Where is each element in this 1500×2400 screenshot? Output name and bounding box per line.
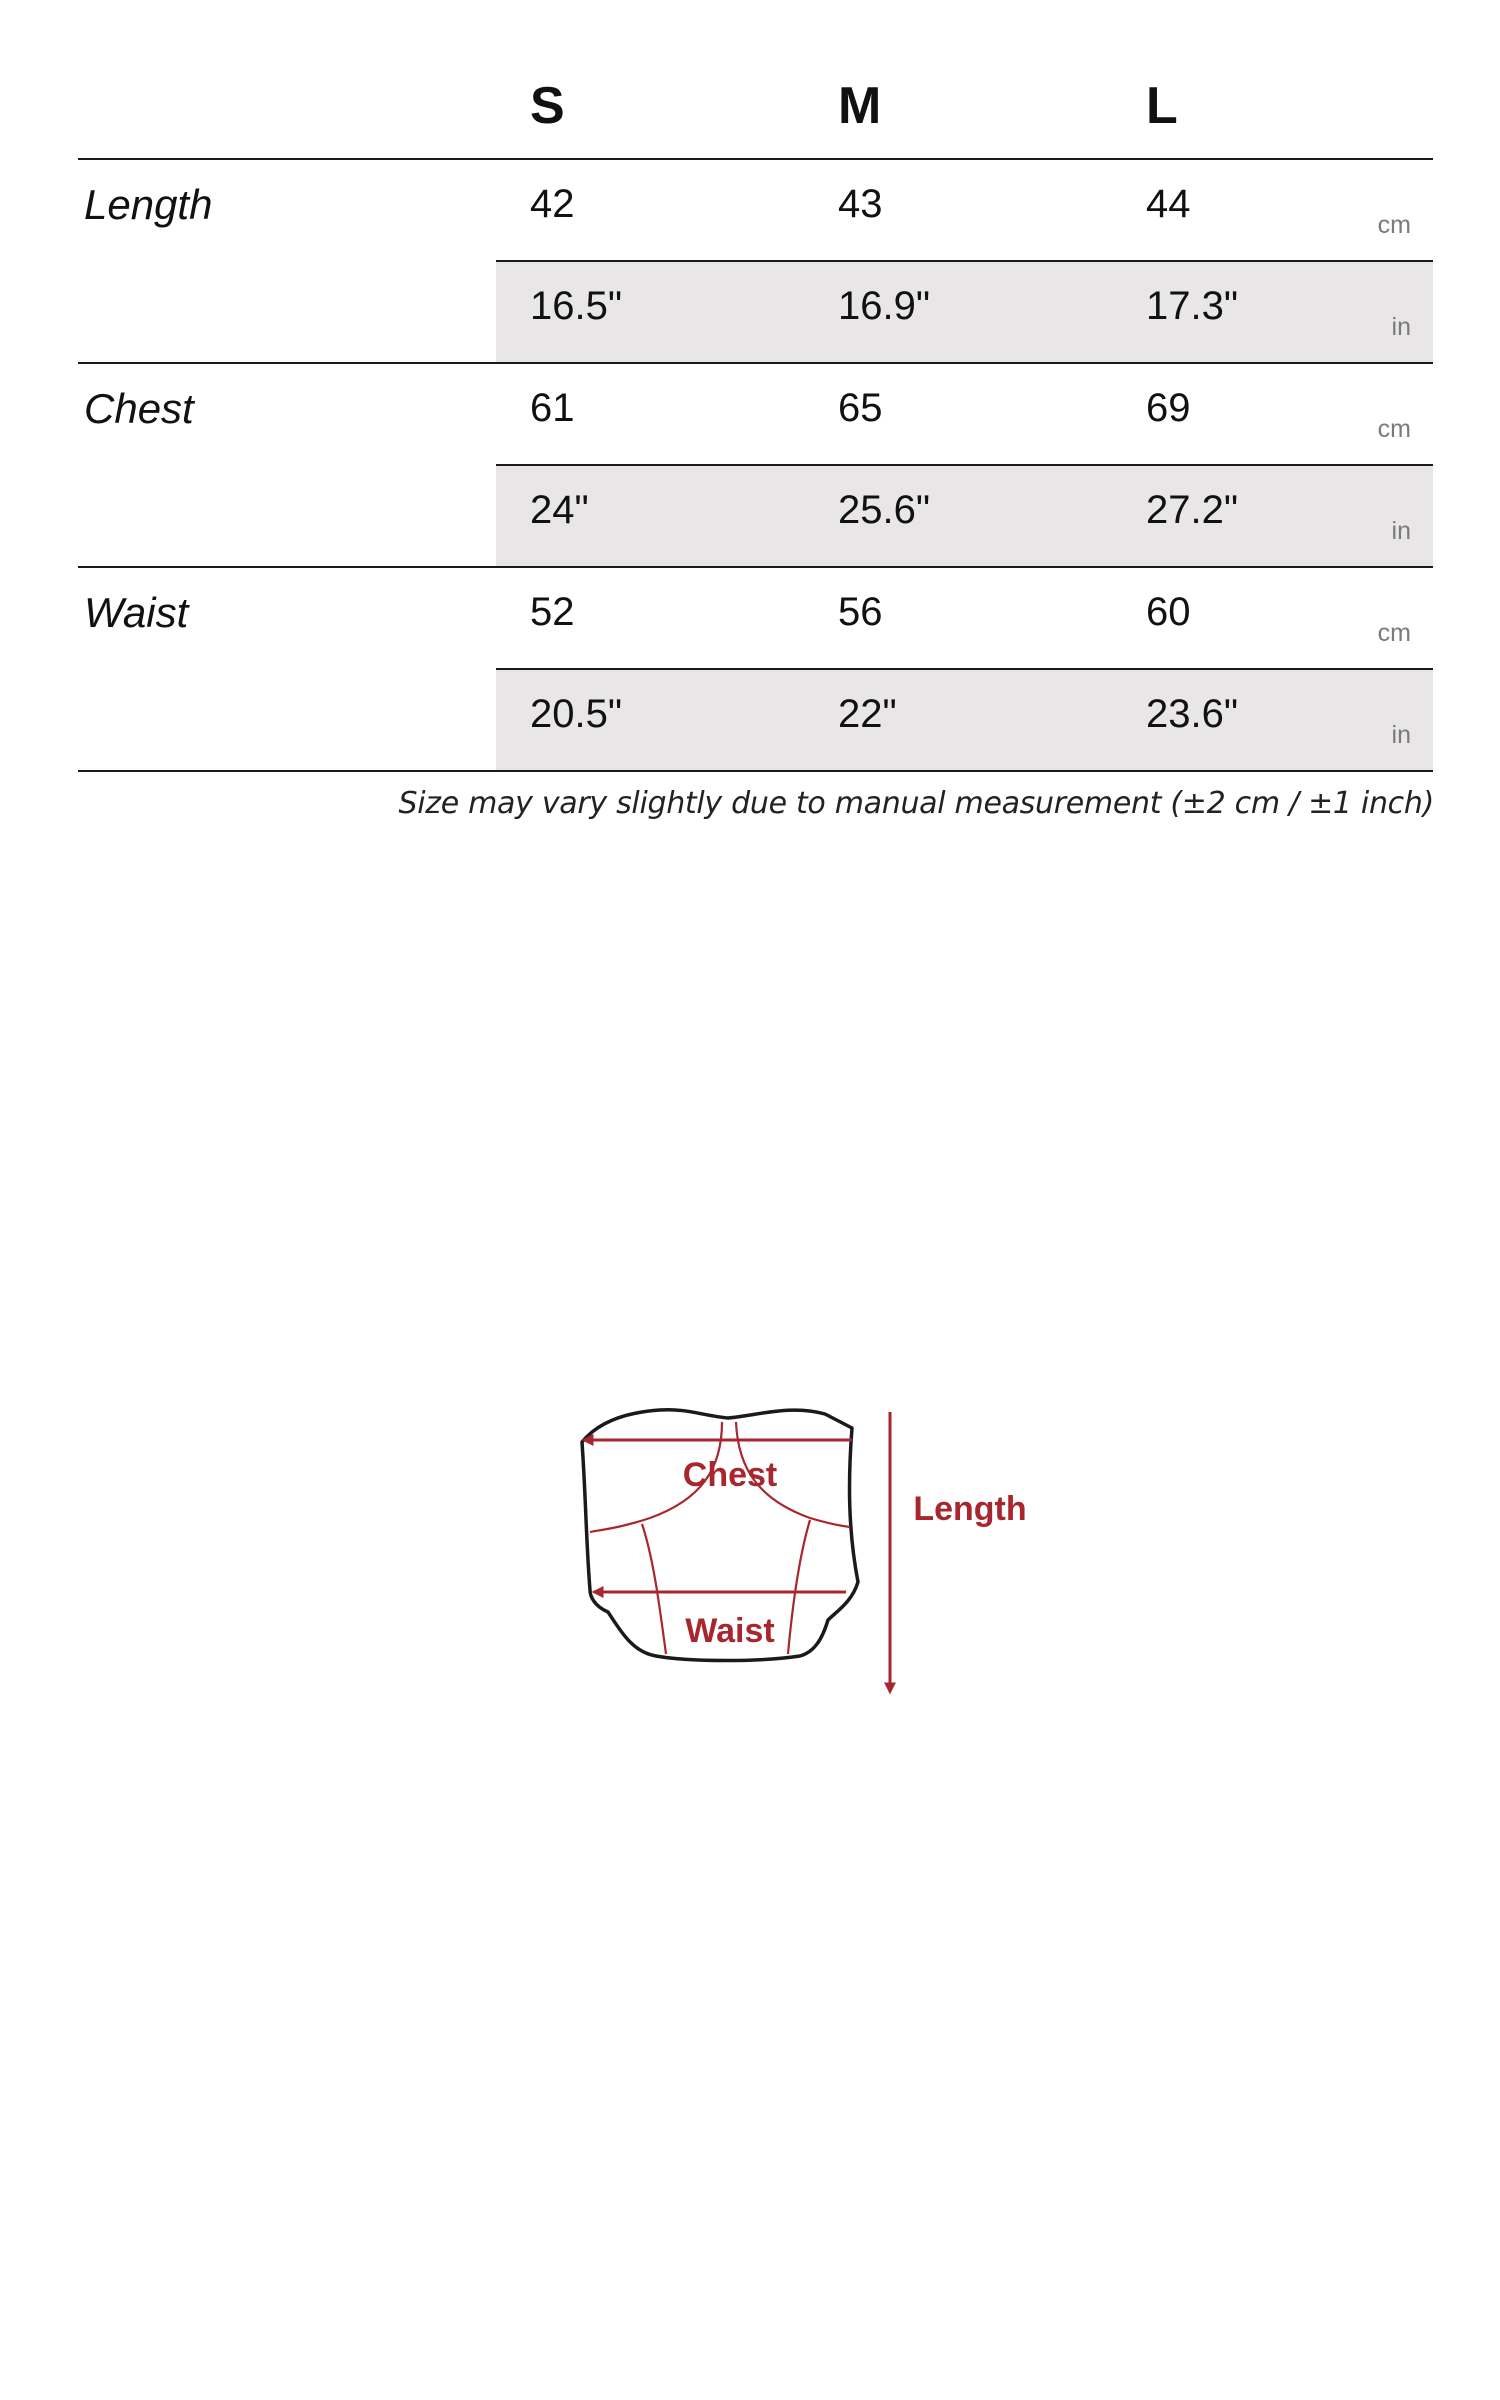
size-header-m: M (838, 77, 882, 135)
value-cell: 23.6" (1146, 692, 1239, 736)
value-cell: 16.5" (530, 284, 623, 328)
length-label: Length (913, 1490, 1027, 1528)
measurement-note: Size may vary slightly due to manual measurement (±2 cm / ±1 inch) (398, 786, 1434, 821)
inch-row (496, 466, 1433, 566)
measurement-group-chest (78, 364, 1433, 568)
value-cell: 22" (838, 692, 897, 736)
value-cell: 24" (530, 488, 589, 532)
value-cell: 69 (1146, 386, 1191, 430)
size-header-l: L (1146, 77, 1178, 135)
inch-row (496, 262, 1433, 362)
unit-label: in (1391, 517, 1411, 545)
unit-label: in (1391, 721, 1411, 749)
value-cell: 17.3" (1146, 284, 1239, 328)
unit-label: cm (1377, 211, 1411, 239)
chest-label: Chest (682, 1456, 778, 1494)
value-cell: 56 (838, 590, 883, 634)
value-cell: 27.2" (1146, 488, 1239, 532)
value-cell: 42 (530, 182, 575, 226)
inch-row (496, 670, 1433, 770)
value-cell: 16.9" (838, 284, 931, 328)
value-cell: 44 (1146, 182, 1191, 226)
value-cell: 25.6" (838, 488, 931, 532)
waist-label: Waist (685, 1612, 775, 1650)
measurement-group-length (78, 160, 1433, 364)
unit-label: cm (1377, 415, 1411, 443)
cm-row (496, 568, 1433, 670)
value-cell: 60 (1146, 590, 1191, 634)
unit-label: in (1391, 313, 1411, 341)
value-cell: 20.5" (530, 692, 623, 736)
value-cell: 61 (530, 386, 575, 430)
size-chart-table (78, 56, 1433, 772)
unit-label: cm (1377, 619, 1411, 647)
measurement-label: Waist (84, 589, 189, 636)
cm-row (496, 160, 1433, 262)
measurement-label: Length (84, 181, 213, 228)
value-cell: 43 (838, 182, 883, 226)
cm-row (496, 364, 1433, 466)
garment-measurement-diagram (560, 1390, 1100, 1720)
size-header-row (78, 56, 1433, 160)
value-cell: 52 (530, 590, 575, 634)
measurement-group-waist (78, 568, 1433, 772)
size-header-s: S (530, 77, 565, 135)
value-cell: 65 (838, 386, 883, 430)
measurement-label: Chest (84, 385, 194, 432)
